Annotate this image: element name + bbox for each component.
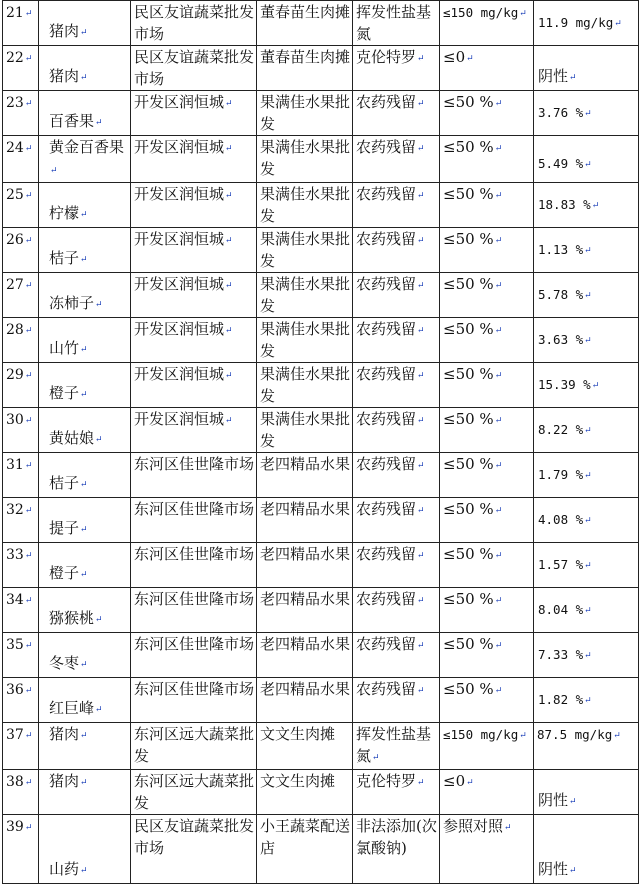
table-row	[3, 588, 639, 633]
sample-name: 山药↵	[39, 815, 131, 884]
return-mark-icon: ↵	[584, 246, 592, 256]
sample-name: 黄金百香果↵	[39, 136, 131, 183]
return-mark-icon: ↵	[80, 345, 88, 355]
return-mark-icon: ↵	[417, 416, 425, 426]
test-item: 克伦特罗↵	[353, 46, 440, 91]
test-item: 农药残留↵	[353, 543, 440, 588]
return-mark-icon: ↵	[417, 506, 425, 516]
standard-value: ≤50 %↵	[440, 498, 534, 543]
return-mark-icon: ↵	[417, 54, 425, 64]
test-item: 农药残留↵	[353, 408, 440, 453]
return-mark-icon: ↵	[80, 866, 88, 876]
return-mark-icon: ↵	[24, 506, 33, 516]
return-mark-icon: ↵	[417, 191, 425, 201]
return-mark-icon: ↵	[80, 255, 88, 265]
return-mark-icon: ↵	[494, 641, 503, 651]
standard-value: ≤50 %↵	[440, 363, 534, 408]
return-mark-icon: ↵	[417, 144, 425, 154]
stall-name: 老四精品水果	[257, 543, 353, 588]
stall-name: 董春苗生肉摊	[257, 1, 353, 46]
return-mark-icon: ↵	[24, 9, 33, 19]
sample-name: 红巨峰↵	[39, 678, 131, 723]
return-mark-icon: ↵	[80, 390, 88, 400]
return-mark-icon: ↵	[466, 54, 474, 64]
return-mark-icon: ↵	[569, 73, 577, 83]
return-mark-icon: ↵	[613, 731, 621, 741]
test-item: 农药残留↵	[353, 91, 440, 136]
return-mark-icon: ↵	[494, 326, 503, 336]
return-mark-icon: ↵	[417, 641, 425, 651]
return-mark-icon: ↵	[24, 371, 33, 381]
test-item: 农药残留↵	[353, 588, 440, 633]
return-mark-icon: ↵	[519, 9, 527, 19]
return-mark-icon: ↵	[80, 778, 88, 788]
table-row	[3, 770, 639, 815]
test-result: 阴性↵	[534, 46, 639, 91]
test-result: 1.82 %↵	[534, 678, 639, 723]
row-number: 21↵	[3, 1, 39, 46]
sample-name: 黄姑娘↵	[39, 408, 131, 453]
sample-name: 橙子↵	[39, 543, 131, 588]
standard-value: ≤50 %↵	[440, 588, 534, 633]
stall-name: 文文生肉摊	[257, 770, 353, 815]
standard-value: ≤50 %↵	[440, 633, 534, 678]
return-mark-icon: ↵	[584, 516, 592, 526]
sample-name: 橙子↵	[39, 363, 131, 408]
return-mark-icon: ↵	[24, 461, 33, 471]
return-mark-icon: ↵	[494, 686, 503, 696]
return-mark-icon: ↵	[417, 236, 425, 246]
standard-value: ≤50 %↵	[440, 183, 534, 228]
return-mark-icon: ↵	[494, 99, 503, 109]
return-mark-icon: ↵	[24, 326, 33, 336]
row-number: 31↵	[3, 453, 39, 498]
return-mark-icon: ↵	[225, 326, 233, 336]
test-result: 5.78 %↵	[534, 273, 639, 318]
return-mark-icon: ↵	[24, 778, 33, 788]
test-result: 4.08 %↵	[534, 498, 639, 543]
row-number: 28↵	[3, 318, 39, 363]
sample-name: 提子↵	[39, 498, 131, 543]
stall-name: 果满佳水果批发	[257, 91, 353, 136]
table-row	[3, 363, 639, 408]
standard-value: ≤50 %↵	[440, 91, 534, 136]
test-item: 农药残留↵	[353, 318, 440, 363]
test-item: 农药残留↵	[353, 273, 440, 318]
test-item: 农药残留↵	[353, 183, 440, 228]
stall-name: 果满佳水果批发	[257, 228, 353, 273]
return-mark-icon: ↵	[494, 281, 503, 291]
return-mark-icon: ↵	[494, 416, 503, 426]
return-mark-icon: ↵	[466, 778, 474, 788]
table-row	[3, 136, 639, 183]
test-item: 农药残留↵	[353, 498, 440, 543]
market-address: 东河区佳世隆市场	[131, 453, 257, 498]
table-row	[3, 498, 639, 543]
sample-name: 柠檬↵	[39, 183, 131, 228]
return-mark-icon: ↵	[569, 797, 577, 807]
test-result: 7.33 %↵	[534, 633, 639, 678]
test-result: 18.83 %↵	[534, 183, 639, 228]
row-number: 26↵	[3, 228, 39, 273]
standard-value: 参照对照↵	[440, 815, 534, 884]
return-mark-icon: ↵	[24, 731, 33, 741]
market-address: 民区友谊蔬菜批发市场	[131, 46, 257, 91]
test-item: 挥发性盐基氮↵	[353, 723, 440, 770]
test-result: 11.9 mg/kg↵	[534, 1, 639, 46]
test-result: 8.22 %↵	[534, 408, 639, 453]
return-mark-icon: ↵	[417, 326, 425, 336]
row-number: 36↵	[3, 678, 39, 723]
return-mark-icon: ↵	[95, 435, 103, 445]
return-mark-icon: ↵	[24, 236, 33, 246]
table-row	[3, 273, 639, 318]
table-row	[3, 408, 639, 453]
stall-name: 果满佳水果批发	[257, 136, 353, 183]
return-mark-icon: ↵	[569, 866, 577, 876]
sample-name: 猪肉↵	[39, 46, 131, 91]
standard-value: ≤150 mg/kg↵	[440, 1, 534, 46]
return-mark-icon: ↵	[225, 236, 233, 246]
return-mark-icon: ↵	[417, 371, 425, 381]
test-result: 阴性↵	[534, 815, 639, 884]
return-mark-icon: ↵	[372, 753, 380, 763]
row-number: 22↵	[3, 46, 39, 91]
test-item: 挥发性盐基氮	[353, 1, 440, 46]
return-mark-icon: ↵	[584, 291, 592, 301]
table-row	[3, 46, 639, 91]
return-mark-icon: ↵	[417, 551, 425, 561]
market-address: 东河区佳世隆市场	[131, 633, 257, 678]
return-mark-icon: ↵	[494, 371, 503, 381]
test-result: 5.49 %↵	[534, 136, 639, 183]
stall-name: 果满佳水果批发	[257, 408, 353, 453]
return-mark-icon: ↵	[24, 191, 33, 201]
table-row	[3, 815, 639, 884]
return-mark-icon: ↵	[417, 686, 425, 696]
row-number: 27↵	[3, 273, 39, 318]
market-address: 开发区润恒城↵	[131, 408, 257, 453]
row-number: 38↵	[3, 770, 39, 815]
row-number: 24↵	[3, 136, 39, 183]
market-address: 开发区润恒城↵	[131, 363, 257, 408]
test-item: 农药残留↵	[353, 678, 440, 723]
return-mark-icon: ↵	[24, 551, 33, 561]
return-mark-icon: ↵	[584, 471, 592, 481]
test-result: 8.04 %↵	[534, 588, 639, 633]
stall-name: 老四精品水果	[257, 498, 353, 543]
test-result: 1.57 %↵	[534, 543, 639, 588]
return-mark-icon: ↵	[614, 19, 622, 29]
return-mark-icon: ↵	[417, 281, 425, 291]
return-mark-icon: ↵	[584, 696, 592, 706]
standard-value: ≤50 %↵	[440, 318, 534, 363]
test-result: 15.39 %↵	[534, 363, 639, 408]
return-mark-icon: ↵	[24, 686, 33, 696]
sample-name: 百香果↵	[39, 91, 131, 136]
test-item: 农药残留↵	[353, 136, 440, 183]
stall-name: 文文生肉摊	[257, 723, 353, 770]
test-result: 1.13 %↵	[534, 228, 639, 273]
return-mark-icon: ↵	[50, 166, 58, 176]
test-item: 非法添加(次氯酸钠)	[353, 815, 440, 884]
market-address: 开发区润恒城↵	[131, 183, 257, 228]
return-mark-icon: ↵	[519, 731, 527, 741]
table-row	[3, 633, 639, 678]
test-result: 3.76 %↵	[534, 91, 639, 136]
return-mark-icon: ↵	[95, 705, 103, 715]
standard-value: ≤50 %↵	[440, 273, 534, 318]
market-address: 开发区润恒城↵	[131, 136, 257, 183]
sample-name: 山竹↵	[39, 318, 131, 363]
return-mark-icon: ↵	[584, 606, 592, 616]
return-mark-icon: ↵	[80, 570, 88, 580]
sample-name: 猕猴桃↵	[39, 588, 131, 633]
return-mark-icon: ↵	[80, 73, 88, 83]
test-item: 克伦特罗↵	[353, 770, 440, 815]
return-mark-icon: ↵	[584, 426, 592, 436]
row-number: 30↵	[3, 408, 39, 453]
stall-name: 老四精品水果	[257, 588, 353, 633]
row-number: 32↵	[3, 498, 39, 543]
standard-value: ≤50 %↵	[440, 136, 534, 183]
return-mark-icon: ↵	[225, 144, 233, 154]
return-mark-icon: ↵	[584, 109, 592, 119]
return-mark-icon: ↵	[225, 371, 233, 381]
table-row	[3, 453, 639, 498]
market-address: 东河区远大蔬菜批发	[131, 770, 257, 815]
return-mark-icon: ↵	[80, 525, 88, 535]
return-mark-icon: ↵	[591, 201, 600, 211]
standard-value: ≤50 %↵	[440, 228, 534, 273]
report-sheet	[2, 0, 638, 884]
return-mark-icon: ↵	[24, 641, 33, 651]
return-mark-icon: ↵	[95, 615, 103, 625]
return-mark-icon: ↵	[24, 281, 33, 291]
sample-name: 猪肉↵	[39, 723, 131, 770]
return-mark-icon: ↵	[225, 416, 233, 426]
return-mark-icon: ↵	[584, 336, 592, 346]
return-mark-icon: ↵	[80, 210, 88, 220]
table-row	[3, 723, 639, 770]
standard-value: ≤50 %↵	[440, 678, 534, 723]
test-item: 农药残留↵	[353, 633, 440, 678]
table-row	[3, 678, 639, 723]
return-mark-icon: ↵	[225, 191, 233, 201]
table-row	[3, 91, 639, 136]
stall-name: 果满佳水果批发	[257, 318, 353, 363]
row-number: 25↵	[3, 183, 39, 228]
stall-name: 果满佳水果批发	[257, 363, 353, 408]
table-row	[3, 228, 639, 273]
return-mark-icon: ↵	[24, 99, 33, 109]
standard-value: ≤50 %↵	[440, 453, 534, 498]
stall-name: 果满佳水果批发	[257, 273, 353, 318]
return-mark-icon: ↵	[584, 160, 592, 170]
row-number: 39↵	[3, 815, 39, 884]
return-mark-icon: ↵	[417, 99, 425, 109]
row-number: 29↵	[3, 363, 39, 408]
return-mark-icon: ↵	[24, 144, 33, 154]
sample-name: 桔子↵	[39, 453, 131, 498]
market-address: 开发区润恒城↵	[131, 228, 257, 273]
return-mark-icon: ↵	[504, 823, 512, 833]
stall-name: 小王蔬菜配送店	[257, 815, 353, 884]
test-item: 农药残留↵	[353, 228, 440, 273]
standard-value: ≤150 mg/kg↵	[440, 723, 534, 770]
market-address: 东河区佳世隆市场	[131, 498, 257, 543]
market-address: 开发区润恒城↵	[131, 273, 257, 318]
standard-value: ≤50 %↵	[440, 408, 534, 453]
return-mark-icon: ↵	[417, 461, 425, 471]
return-mark-icon: ↵	[417, 596, 425, 606]
test-result: 阴性↵	[534, 770, 639, 815]
return-mark-icon: ↵	[494, 506, 503, 516]
row-number: 34↵	[3, 588, 39, 633]
return-mark-icon: ↵	[95, 118, 103, 128]
return-mark-icon: ↵	[80, 28, 88, 38]
return-mark-icon: ↵	[24, 823, 33, 833]
sample-name: 猪肉↵	[39, 1, 131, 46]
market-address: 东河区远大蔬菜批发	[131, 723, 257, 770]
return-mark-icon: ↵	[494, 191, 503, 201]
return-mark-icon: ↵	[494, 461, 503, 471]
return-mark-icon: ↵	[95, 300, 103, 310]
sample-name: 冬枣↵	[39, 633, 131, 678]
test-item: 农药残留↵	[353, 363, 440, 408]
return-mark-icon: ↵	[417, 778, 425, 788]
standard-value: ≤0↵	[440, 46, 534, 91]
stall-name: 董春苗生肉摊	[257, 46, 353, 91]
market-address: 民区友谊蔬菜批发市场	[131, 1, 257, 46]
return-mark-icon: ↵	[584, 651, 592, 661]
return-mark-icon: ↵	[80, 731, 88, 741]
table-row	[3, 318, 639, 363]
test-result: 87.5 mg/kg↵	[534, 723, 639, 770]
return-mark-icon: ↵	[24, 416, 33, 426]
sample-name: 冻柿子↵	[39, 273, 131, 318]
return-mark-icon: ↵	[494, 551, 503, 561]
market-address: 东河区佳世隆市场	[131, 588, 257, 633]
test-result: 3.63 %↵	[534, 318, 639, 363]
row-number: 23↵	[3, 91, 39, 136]
return-mark-icon: ↵	[494, 144, 503, 154]
return-mark-icon: ↵	[80, 660, 88, 670]
sample-name: 猪肉↵	[39, 770, 131, 815]
return-mark-icon: ↵	[24, 54, 33, 64]
return-mark-icon: ↵	[225, 99, 233, 109]
stall-name: 老四精品水果	[257, 633, 353, 678]
market-address: 东河区佳世隆市场	[131, 678, 257, 723]
return-mark-icon: ↵	[494, 236, 503, 246]
market-address: 开发区润恒城↵	[131, 318, 257, 363]
return-mark-icon: ↵	[24, 596, 33, 606]
market-address: 民区友谊蔬菜批发市场	[131, 815, 257, 884]
test-item: 农药残留↵	[353, 453, 440, 498]
return-mark-icon: ↵	[225, 281, 233, 291]
test-result: 1.79 %↵	[534, 453, 639, 498]
row-number: 37↵	[3, 723, 39, 770]
standard-value: ≤0↵	[440, 770, 534, 815]
row-number: 35↵	[3, 633, 39, 678]
return-mark-icon: ↵	[494, 596, 503, 606]
stall-name: 老四精品水果	[257, 678, 353, 723]
table-row	[3, 1, 639, 46]
return-mark-icon: ↵	[591, 381, 600, 391]
inspection-results-table	[2, 0, 639, 884]
standard-value: ≤50 %↵	[440, 543, 534, 588]
return-mark-icon: ↵	[584, 561, 592, 571]
table-row	[3, 543, 639, 588]
market-address: 开发区润恒城↵	[131, 91, 257, 136]
sample-name: 桔子↵	[39, 228, 131, 273]
stall-name: 果满佳水果批发	[257, 183, 353, 228]
return-mark-icon: ↵	[80, 480, 88, 490]
row-number: 33↵	[3, 543, 39, 588]
table-row	[3, 183, 639, 228]
stall-name: 老四精品水果	[257, 453, 353, 498]
market-address: 东河区佳世隆市场	[131, 543, 257, 588]
